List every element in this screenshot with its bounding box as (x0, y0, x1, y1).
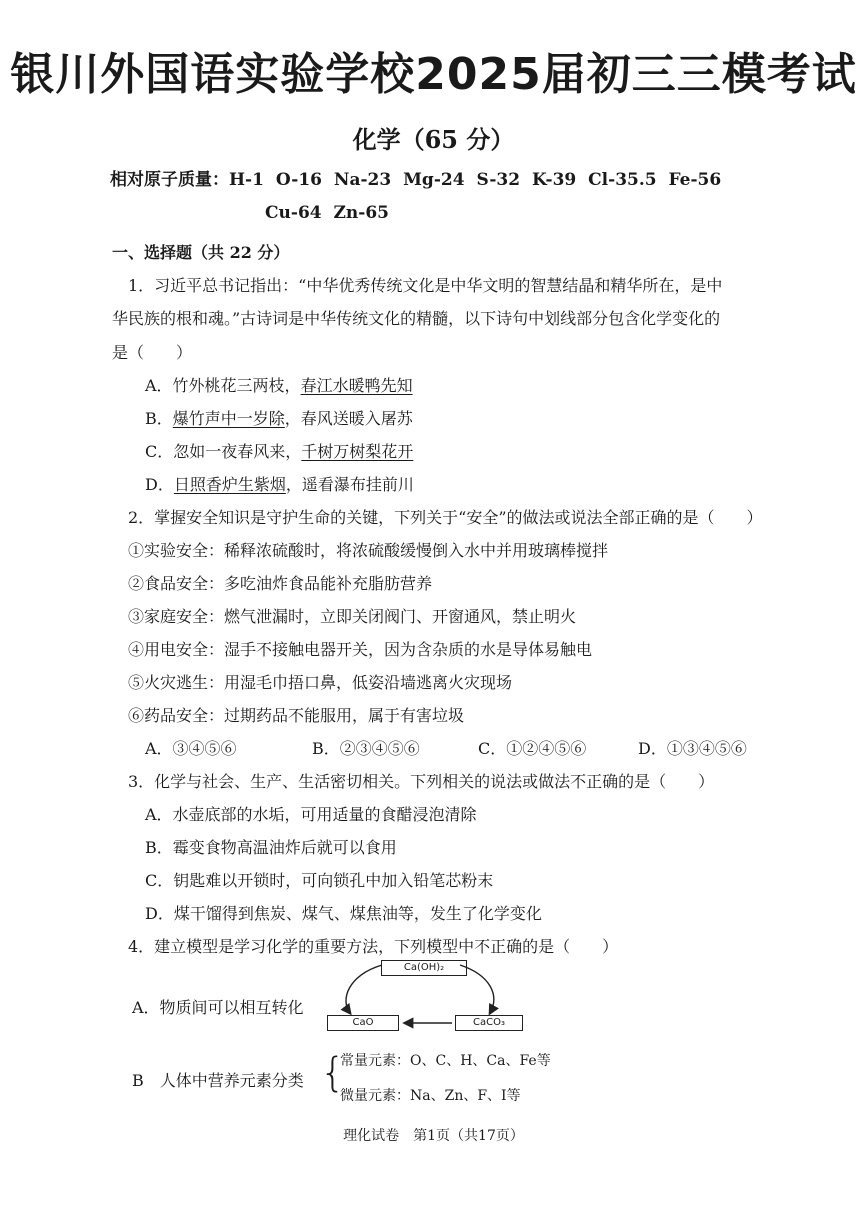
q1-option-d-prefix: D． (145, 475, 174, 494)
box-calcium-hydroxide: Ca(OH)₂ (381, 960, 467, 976)
q1-option-a-underlined: 春江水暖鸭先知 (300, 376, 413, 395)
q3-stem: 3．化学与社会、生产、生活密切相关。下列相关的说法或做法不正确的是（ ） (128, 772, 715, 791)
q1-stem-line-1: 1．习近平总书记指出：“中华优秀传统文化是中华文明的智慧结晶和精华所在，是中 (128, 276, 723, 295)
q1-stem-line-2: 华民族的根和魂。”古诗词是中华传统文化的精髓，以下诗句中划线部分包含化学变化的 (112, 309, 721, 328)
exam-title: 银川外国语实验学校2025届初三三模考试 (10, 49, 857, 100)
q1-option-c-text: C．忽如一夜春风来， (145, 442, 302, 461)
q2-stem: 2．掌握安全知识是守护生命的关键，下列关于“安全”的做法或说法全部正确的是（ ） (128, 508, 763, 527)
atomic-masses-line-1: 相对原子质量：H-1 O-16 Na-23 Mg-24 S-32 K-39 Cl-35.5 Fe-56 (110, 170, 722, 190)
q1-option-a (145, 373, 413, 396)
q2-option-b: B．②③④⑤⑥ (312, 739, 420, 758)
q4-major-elements: 常量元素：O、C、H、Ca、Fe等 (340, 1053, 551, 1069)
brace-symbol: { (320, 1050, 346, 1096)
q1-option-b-prefix: B． (145, 409, 173, 428)
q1-option-c (145, 439, 413, 462)
q1-option-b-underlined: 爆竹声中一岁除 (172, 409, 285, 428)
q2-item-6: ⑥药品安全：过期药品不能服用，属于有害垃圾 (128, 706, 465, 725)
q1-option-a-text: A．竹外桃花三两枝， (145, 376, 301, 395)
q1-option-d-underlined: 日照香炉生紫烟 (173, 475, 286, 494)
q3-option-c: C．钥匙难以开锁时，可向锁孔中加入铅笔芯粉末 (145, 871, 494, 890)
q2-option-d: D．①③④⑤⑥ (638, 739, 747, 758)
q2-item-5: ⑤火灾逃生：用湿毛巾捂口鼻，低姿沿墙逃离火灾现场 (128, 673, 513, 692)
q1-option-b-suffix: ，春风送暖入屠苏 (284, 409, 413, 428)
q1-option-c-underlined: 千树万树梨花开 (301, 442, 414, 461)
q2-item-2: ②食品安全：多吃油炸食品能补充脂肪营养 (128, 574, 433, 593)
section-heading: 一、选择题（共 22 分） (112, 243, 290, 262)
box-calcium-oxide: CaO (327, 1015, 399, 1031)
q2-option-c: C．①②④⑤⑥ (478, 739, 587, 758)
page-footer: 理化试卷 第1页（共17页） (343, 1128, 524, 1144)
arrow-top-to-left (346, 965, 382, 1013)
q2-item-3: ③家庭安全：燃气泄漏时，立即关闭阀门、开窗通风，禁止明火 (128, 607, 577, 626)
q1-option-b (145, 406, 413, 429)
q3-option-a: A．水壶底部的水垢，可用适量的食醋浸泡清除 (145, 805, 477, 824)
atomic-masses-line-2: Cu-64 Zn-65 (265, 203, 390, 223)
q2-item-1: ①实验安全：稀释浓硫酸时，将浓硫酸缓慢倒入水中并用玻璃棒搅拌 (128, 541, 609, 560)
q3-option-d: D．煤干馏得到焦炭、煤气、煤焦油等，发生了化学变化 (145, 904, 542, 923)
q1-stem-line-3: 是（ ） (112, 343, 193, 362)
exam-subtitle: 化学（65 分） (352, 125, 515, 154)
q3-option-b: B．霉变食物高温油炸后就可以食用 (145, 838, 397, 857)
q2-item-4: ④用电安全：湿手不接触电器开关，因为含杂质的水是导体易触电 (128, 640, 593, 659)
q4-option-b-label: B 人体中营养元素分类 (132, 1071, 304, 1090)
q1-option-d (145, 472, 414, 495)
box-calcium-carbonate: CaCO₃ (455, 1015, 523, 1031)
q4-option-a-label: A．物质间可以相互转化 (132, 998, 304, 1017)
q4-stem: 4．建立模型是学习化学的重要方法，下列模型中不正确的是（ ） (128, 937, 619, 956)
q1-option-d-suffix: ，遥看瀑布挂前川 (285, 475, 414, 494)
q2-option-a: A．③④⑤⑥ (145, 739, 237, 758)
q4-trace-elements: 微量元素：Na、Zn、F、I等 (340, 1088, 521, 1104)
